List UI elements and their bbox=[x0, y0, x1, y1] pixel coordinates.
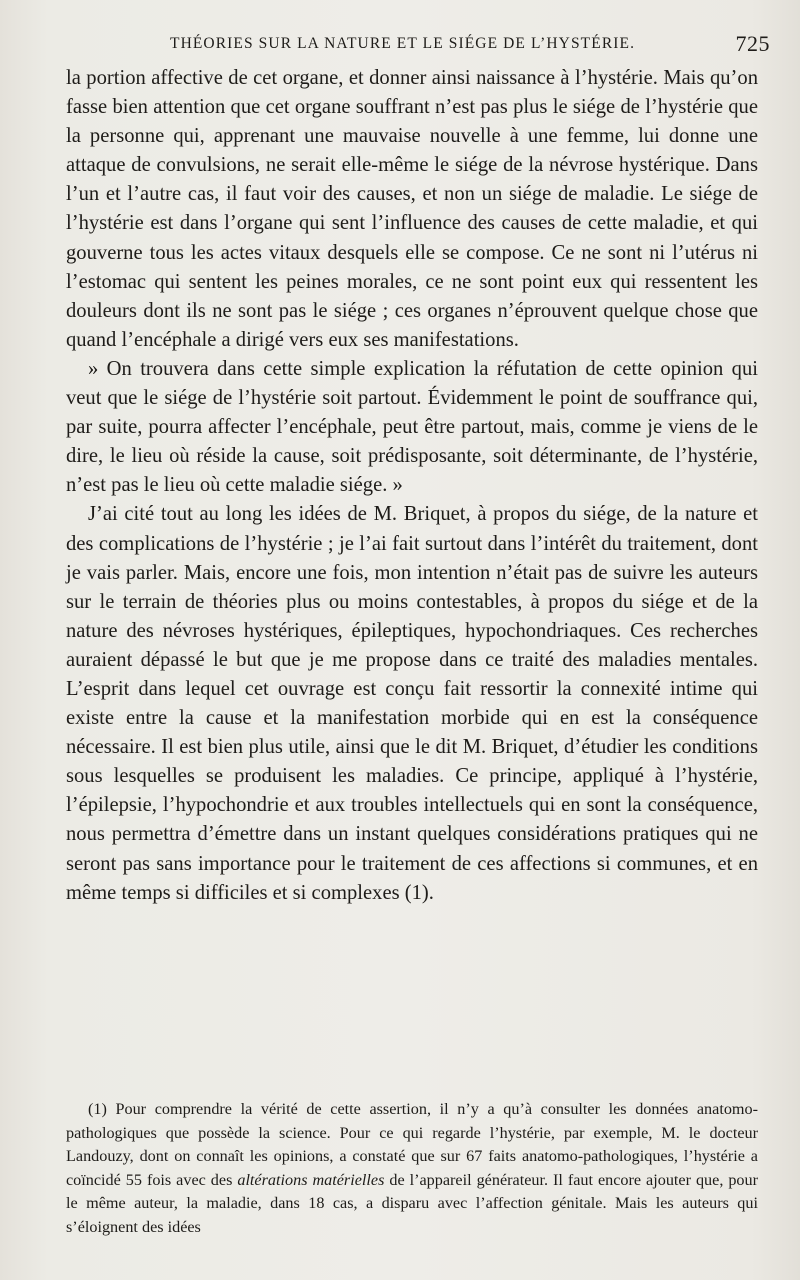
footnote-part-1: (1) Pour comprendre la vérité de cette assertion, il n’y a qu’à consulter les données anatomo-pathologiques que possède la science. Pour ce qui regarde l’hystérie, par exemple, M. le docteur Landouzy, dont on connaît les opinions, a constaté que sur 67 faits anatomo-pathologiques, l’hystérie a coïncidé 55 fois avec des bbox=[66, 1100, 758, 1189]
footnote bbox=[66, 1098, 758, 1240]
page-header bbox=[66, 33, 770, 59]
paragraph-continuation: la portion affective de cet organe, et donner ainsi naissance à l’hystérie. Mais qu’on fasse bien attention que cet organe souffrant n’est pas plus le siége de l’hystérie que la personne qui, apprenant une mauvaise nouvelle à une femme, lui donne une attaque de convulsions, ne serait elle-même le siége de la névrose hystérique. Dans l’un et l’autre cas, il faut voir des causes, et non un siége de maladie. Le siége de l’hystérie est dans l’organe qui sent l’influence des causes de cette maladie, et qui gouverne tous les actes vitaux desquels elle se compose. Ce ne sont ni l’utérus ni l’estomac qui sentent les peines morales, ce ne sont point eux qui ressentent les douleurs dont ils ne sont pas le siége ; ces organes n’éprouvent quelque chose que quand l’encéphale a dirigé vers eux ses manifestations. bbox=[66, 67, 758, 351]
footnote-text bbox=[66, 1098, 758, 1240]
paragraph-quotation: » On trouvera dans cette simple explication la réfutation de cette opinion qui veut que le siége de l’hystérie soit partout. Évidemment le point de souffrance qui, par suite, pourra affecter l’encéphale, peut être partout, mais, comme je viens de le dire, le lieu où réside la cause, soit prédisposante, soit déterminante, de l’hystérie, n’est pas le lieu où cette maladie siége. » bbox=[66, 357, 758, 497]
running-title: THÉORIES SUR LA NATURE ET LE SIÉGE DE L’HYSTÉRIE. bbox=[170, 35, 636, 52]
page-number: 725 bbox=[735, 31, 770, 56]
footnote-part-2: de l’appareil générateur. Il faut encore ajouter que, pour le même auteur, la maladie, dans 18 cas, a disparu avec l’affection génitale. Mais les auteurs qui s’éloignent des idées bbox=[66, 1170, 759, 1236]
paragraph-author: J’ai cité tout au long les idées de M. Briquet, à propos du siége, de la nature et des complications de l’hystérie ; je l’ai fait surtout dans l’intérêt du traitement, dont je vais parler. Mais, encore une fois, mon intention n’était pas de suivre les auteurs sur le terrain de théories plus ou moins contestables, à propos du siége et de la nature des névroses hystériques, épileptiques, hypochondriaques. Ces recherches auraient dépassé le but que je me propose dans ce traité des maladies mentales. L’esprit dans lequel cet ouvrage est conçu fait ressortir la connexité intime qui existe entre la cause et la manifestation morbide qui en est la conséquence nécessaire. Il est bien plus utile, ainsi que le dit M. Briquet, d’étudier les conditions sous lesquelles se produisent les maladies. Ce principe, appliqué à l’hystérie, l’épilepsie, l’hypochondrie et aux troubles intellectuels qui en sont la conséquence, nous permettra d’émettre dans un instant quelques considérations pratiques qui ne seront pas sans importance pour le traitement de ces affections si communes, et en même temps si difficiles et si complexes (1). bbox=[66, 503, 758, 904]
footnote-italic: altérations matérielles bbox=[237, 1170, 385, 1189]
body-text bbox=[66, 64, 758, 908]
